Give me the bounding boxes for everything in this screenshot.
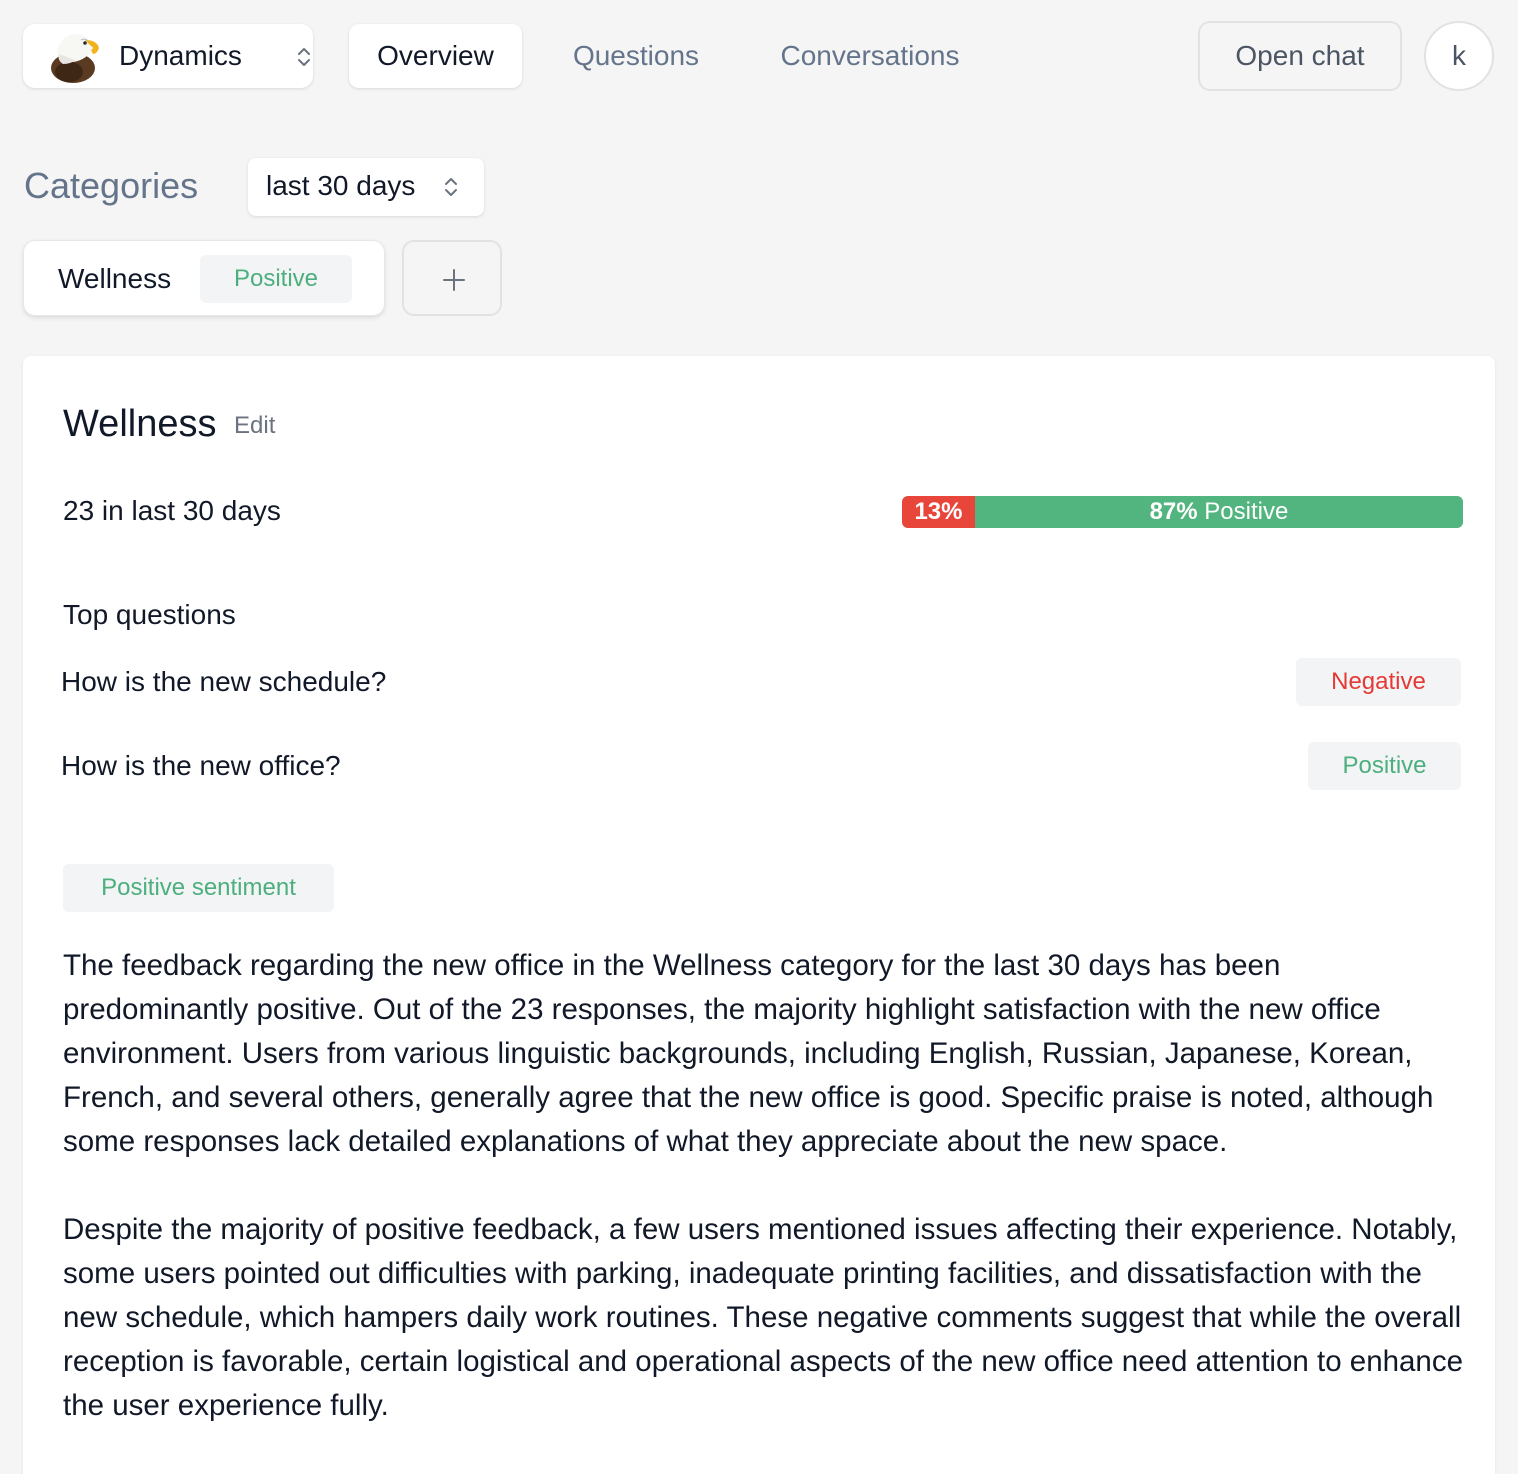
chevron-updown-icon (442, 174, 460, 200)
plus-icon (442, 268, 466, 292)
top-questions-heading: Top questions (63, 599, 236, 630)
edit-category-link[interactable]: Edit (234, 412, 276, 439)
positive-percent: 87% (1149, 498, 1198, 525)
category-detail-card (23, 356, 1495, 1474)
category-chip-label: Wellness (58, 263, 172, 294)
sentiment-bar (902, 496, 1463, 528)
chevron-updown-icon (295, 44, 313, 70)
tab-overview[interactable]: Overview (349, 24, 522, 88)
workspace-name: Dynamics (119, 40, 242, 71)
summary-paragraph: Despite the majority of positive feedback, a few users mentioned issues affecting their experience. Notably, some users pointed out difficulties with parking, inadequate printing facilities, and dissatisfaction with the new schedule, which hampers daily work routines. These negative comments suggest that while the overall reception is favorable, certain logistical and operational aspects of the new office need attention to enhance the user experience fully. (63, 1213, 1463, 1422)
top-nav (0, 0, 1518, 112)
sentiment-bar-negative (902, 496, 975, 528)
tab-questions[interactable]: Questions (572, 40, 700, 71)
question-row[interactable] (61, 742, 1461, 790)
workspace-switcher[interactable] (23, 24, 313, 88)
question-sentiment-badge: Negative (1296, 658, 1461, 706)
open-chat-button[interactable]: Open chat (1198, 21, 1402, 91)
response-count: 23 in last 30 days (63, 495, 281, 526)
date-range-select[interactable] (248, 158, 484, 216)
category-chip-wellness[interactable] (23, 240, 385, 316)
category-title: Wellness (63, 403, 217, 445)
summary-paragraph: The feedback regarding the new office in the Wellness category for the last 30 days has been predominantly positive. Out of the 23 responses, the majority highlight satisfaction with the new office environment. Users from various linguistic backgrounds, including English, Russian, Japanese, Korean, French, and several others, generally agree that the new office is good. Specific praise is noted, although some responses lack detailed explanations of what they appreciate about the new space. (63, 949, 1434, 1158)
eagle-logo-icon (47, 28, 103, 84)
tab-conversations[interactable]: Conversations (780, 40, 960, 71)
question-text: How is the new schedule? (61, 666, 387, 697)
date-range-value: last 30 days (266, 170, 416, 201)
category-sentiment-badge: Positive (200, 255, 352, 303)
negative-percent: 13% (914, 498, 963, 525)
question-sentiment-badge: Positive (1308, 742, 1461, 790)
question-text: How is the new office? (61, 750, 341, 781)
summary-text (63, 944, 1463, 1472)
add-category-button[interactable] (402, 240, 502, 316)
positive-label: Positive (1204, 498, 1289, 525)
avatar[interactable]: k (1424, 21, 1494, 91)
sentiment-bar-positive (975, 496, 1463, 528)
summary-sentiment-badge: Positive sentiment (63, 864, 334, 912)
question-row[interactable] (61, 658, 1461, 706)
categories-heading: Categories (24, 165, 199, 206)
